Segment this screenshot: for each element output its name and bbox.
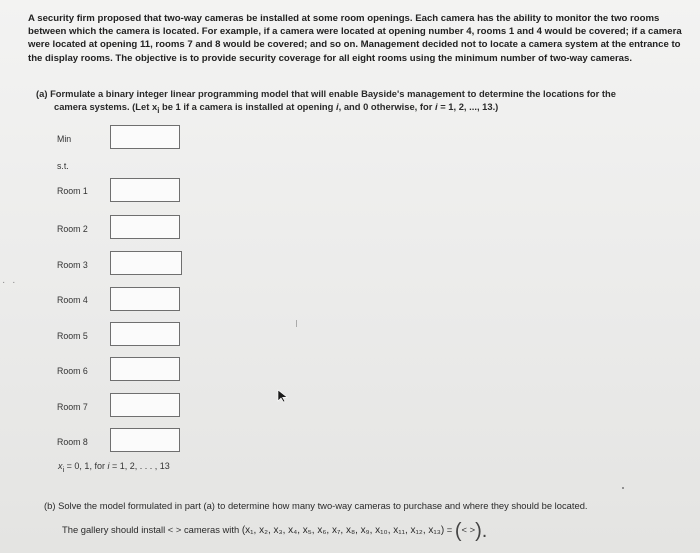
- variable-vector: (x₁, x₂, x₃, x₄, x₅, x₆, x₇, x₈, x₉, x₁₀, x₁₁, x₁₂, x₁₃): [241, 525, 445, 536]
- room-8-label: Room 8: [57, 437, 88, 447]
- answer-mid: cameras with: [183, 524, 240, 535]
- edge-mark: · ·: [2, 277, 18, 288]
- equals-sign: =: [446, 524, 453, 535]
- room-6-label: Room 6: [57, 366, 88, 376]
- close-paren: ).: [475, 520, 488, 542]
- room-5-label: Room 5: [57, 331, 88, 341]
- part-a-line1: (a) Formulate a binary integer linear programming model that will enable Bayside's management to determine the locations for the: [36, 88, 616, 99]
- dust-dot: [622, 487, 624, 489]
- room-8-constraint-input[interactable]: [110, 428, 180, 452]
- room-2-constraint-input[interactable]: [110, 215, 180, 239]
- st-label: s.t.: [57, 161, 69, 171]
- part-a-instructions: [36, 88, 676, 117]
- min-label: Min: [57, 134, 72, 144]
- room-1-label: Room 1: [57, 186, 88, 196]
- room-4-constraint-input[interactable]: [110, 287, 180, 311]
- room-7-constraint-input[interactable]: [110, 393, 180, 417]
- room-7-label: Room 7: [57, 402, 88, 412]
- problem-intro: A security firm proposed that two-way cameras be installed at some room openings. Each camera has the ability to monitor the two rooms between which the camera is located. For example, if a camera were located at opening number 4, rooms 1 and 4 would be covered; if a camera were located at opening 11, rooms 7 and 8 would be covered; and so on. Management decided not to locate a camera system at the entrance to the display rooms. The objective is to provide security coverage for all eight rooms using the minimum number of two-way cameras.: [28, 13, 682, 64]
- camera-count-select[interactable]: < >: [167, 524, 182, 535]
- room-1-constraint-input[interactable]: [110, 178, 180, 202]
- scratch-mark: [296, 320, 297, 327]
- part-a-line2: camera systems. (Let $x_i$ be 1 if a camera is installed at opening i, and 0 otherwise, for i = 1, 2, ..., 13.): [54, 100, 499, 115]
- room-2-label: Room 2: [57, 224, 88, 234]
- part-b-question: (b) Solve the model formulated in part (a) to determine how many two-way cameras to purchase and where they should be located.: [44, 500, 588, 511]
- mouse-pointer-icon: [277, 389, 289, 403]
- room-3-label: Room 3: [57, 260, 88, 270]
- answer-prefix: The gallery should install: [62, 524, 166, 535]
- variable-domain: $x_i = 0$, 1, for i = 1, 2, . . . , 13: [58, 461, 170, 474]
- open-paren: (: [454, 520, 462, 542]
- room-5-constraint-input[interactable]: [110, 322, 180, 346]
- objective-input[interactable]: [110, 125, 180, 149]
- part-b-answer-line: [62, 520, 682, 543]
- vector-answer-select[interactable]: < >: [461, 524, 476, 535]
- room-6-constraint-input[interactable]: [110, 357, 180, 381]
- room-4-label: Room 4: [57, 295, 88, 305]
- room-3-constraint-input[interactable]: [110, 251, 182, 275]
